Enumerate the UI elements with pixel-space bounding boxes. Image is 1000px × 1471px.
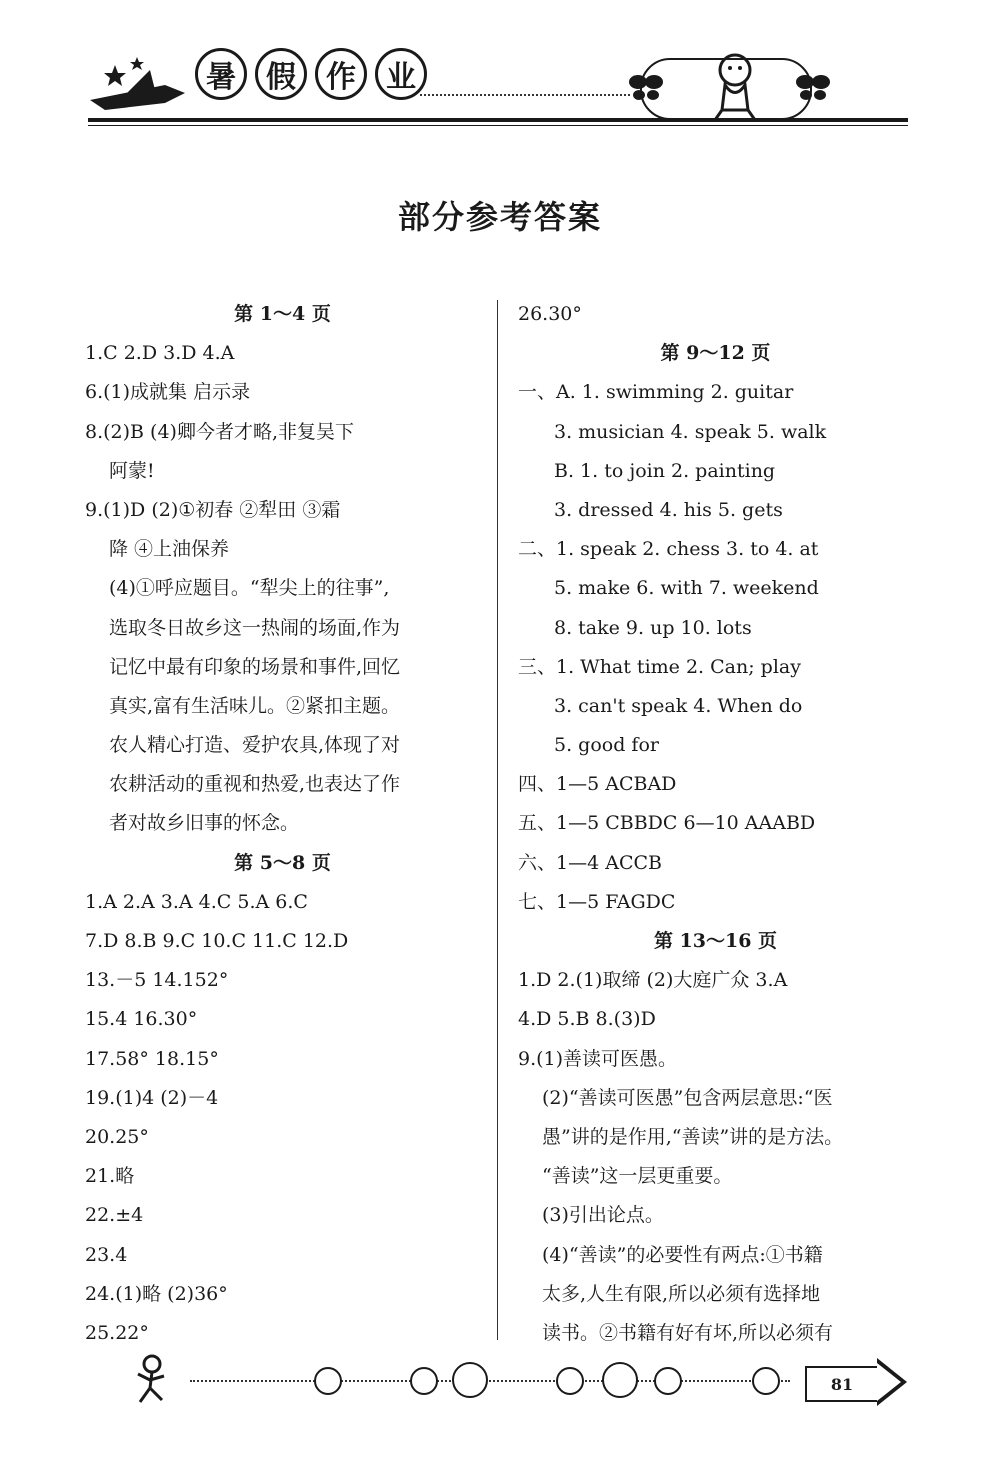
arrow-right-icon-inner — [877, 1363, 901, 1401]
answer-line: 阿蒙! — [109, 459, 155, 482]
answer-line: 6.(1)成就集 启示录 — [85, 381, 251, 404]
footer-ring-decoration — [602, 1362, 638, 1398]
answer-line: 25.22° — [85, 1321, 149, 1344]
cartoon-dragon-icon — [700, 50, 770, 122]
section-heading: 第 5～8 页 — [234, 851, 331, 874]
answer-line: “善读”这一层更重要。 — [542, 1165, 733, 1188]
answer-line: (2)“善读可医愚”包含两层意思:“医 — [542, 1086, 833, 1109]
answer-line: 3. can't speak 4. When do — [554, 694, 803, 717]
header-dotted-line — [420, 94, 630, 96]
answer-line: 降 ④上油保养 — [109, 538, 230, 561]
answer-line: 愚”讲的是作用,“善读”讲的是方法。 — [542, 1125, 844, 1148]
answer-line: 农人精心打造、爱护农具,体现了对 — [109, 734, 401, 757]
section-heading: 第 13～16 页 — [653, 930, 778, 952]
answer-line: 二、1. speak 2. chess 3. to 4. at — [518, 538, 819, 561]
page-number: 81 — [805, 1366, 879, 1402]
answer-line: 3. musician 4. speak 5. walk — [554, 420, 827, 443]
answer-line: 太多,人生有限,所以必须有选择地 — [542, 1282, 821, 1305]
footer-ring-decoration — [752, 1367, 780, 1395]
answer-line: 5. make 6. with 7. weekend — [554, 577, 819, 600]
header-title-char: 作 — [315, 48, 367, 100]
footer-ring-decoration — [410, 1367, 438, 1395]
answer-line: 1.C 2.D 3.D 4.A — [85, 342, 235, 365]
answer-line: B. 1. to join 2. painting — [554, 459, 776, 482]
answer-line: 七、1—5 FAGDC — [518, 890, 676, 913]
answer-line: (4)①呼应题目。“犁尖上的往事”, — [109, 577, 390, 600]
section-heading: 第 9～12 页 — [660, 342, 771, 365]
answer-line: 9.(1)善读可医愚。 — [518, 1047, 678, 1070]
footer-dotted-line — [190, 1380, 790, 1382]
answer-line: 4.D 5.B 8.(3)D — [518, 1008, 656, 1031]
answer-line: 22.±4 — [85, 1204, 144, 1227]
header-rule — [88, 118, 908, 122]
answer-line: 15.4 16.30° — [85, 1008, 198, 1031]
answer-line: 9.(1)D (2)①初春 ②犁田 ③霜 — [85, 498, 341, 521]
answer-line: 17.58° 18.15° — [85, 1047, 219, 1070]
answer-line: 三、1. What time 2. Can; play — [518, 655, 801, 678]
answer-line: 23.4 — [85, 1243, 128, 1266]
answer-line: (3)引出论点。 — [542, 1204, 664, 1227]
answer-line: 六、1—4 ACCB — [518, 851, 662, 874]
answer-line: 3. dressed 4. his 5. gets — [554, 498, 783, 521]
footer-ring-decoration — [314, 1367, 342, 1395]
answer-line: 8. take 9. up 10. lots — [554, 616, 752, 639]
running-figure-icon — [128, 1354, 178, 1406]
answer-line: 真实,富有生活味儿。②紧扣主题。 — [109, 694, 401, 717]
answer-line: 19.(1)4 (2)－4 — [85, 1086, 219, 1109]
answer-line: 21.略 — [85, 1165, 135, 1188]
answer-line: 26.30° — [518, 303, 582, 325]
answer-line: 农耕活动的重视和热爱,也表达了作 — [109, 773, 401, 796]
answer-line: 记忆中最有印象的场景和事件,回忆 — [109, 655, 401, 678]
answer-line: 24.(1)略 (2)36° — [85, 1282, 228, 1305]
answer-line: 四、1—5 ACBAD — [518, 773, 677, 796]
answer-line: 五、1—5 CBBDC 6—10 AAABD — [518, 812, 816, 835]
header-title-char: 业 — [375, 48, 427, 100]
answer-line: 13.－5 14.152° — [85, 969, 229, 992]
right-column — [518, 295, 913, 1353]
answer-line: (4)“善读”的必要性有两点:①书籍 — [542, 1243, 823, 1266]
answer-line: 一、A. 1. swimming 2. guitar — [518, 381, 794, 404]
space-shuttle-icon — [85, 55, 190, 120]
answer-line: 7.D 8.B 9.C 10.C 11.C 12.D — [85, 930, 349, 952]
butterfly-icon — [795, 70, 831, 106]
answer-line: 选取冬日故乡这一热闹的场面,作为 — [109, 616, 401, 639]
section-heading: 第 1～4 页 — [234, 303, 331, 325]
header-title-char: 暑 — [195, 48, 247, 100]
page-header — [0, 0, 1000, 140]
footer-ring-decoration — [452, 1362, 488, 1398]
footer-ring-decoration — [654, 1367, 682, 1395]
answer-line: 8.(2)B (4)卿今者才略,非复吴下 — [85, 420, 354, 443]
left-column — [85, 295, 480, 1353]
answer-line: 5. good for — [554, 734, 659, 757]
answer-line: 1.A 2.A 3.A 4.C 5.A 6.C — [85, 890, 308, 913]
page-footer — [0, 1350, 1000, 1410]
column-divider — [497, 300, 498, 1340]
answer-line: 20.25° — [85, 1125, 149, 1148]
answer-line: 1.D 2.(1)取缔 (2)大庭广众 3.A — [518, 969, 788, 992]
header-title — [195, 48, 427, 100]
answer-line: 者对故乡旧事的怀念。 — [109, 812, 300, 835]
footer-ring-decoration — [556, 1367, 584, 1395]
butterfly-icon — [628, 70, 664, 106]
header-rule-thin — [88, 125, 908, 126]
page-title: 部分参考答案 — [397, 198, 602, 236]
header-title-char: 假 — [255, 48, 307, 100]
answer-line: 读书。②书籍有好有坏,所以必须有 — [542, 1321, 834, 1344]
